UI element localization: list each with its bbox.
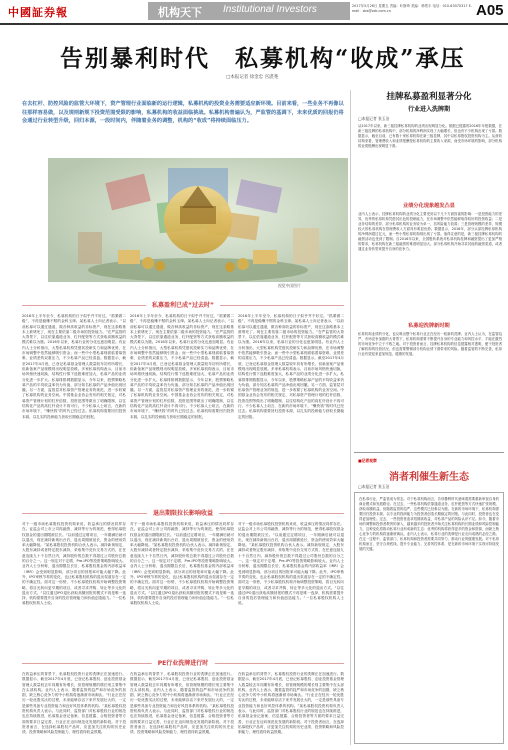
section3-col2: 在收益承压的背景下，私募股权投资行业的洗牌正在加速进行。数据显示，截至2017年4月底，已登记私募股权、创业投资基金管理人数量较去年同期有所增长，但管理规模的增长则主要集中在头部机构。业内人士表示，随着监管的趋严和市场竞争的加剧，缺乏核心竞争力的中小机构将逐渐被市场淘汰。“行业正在经历一轮优胜劣汰的过程，未来能够存活下来并发展壮大的，一定是那些具备专业投资能力和良好风控体系的机构。”某私募股权投资机构负责人表示。与此同时，监管部门对私募股权行业的规范也在持续推进，私募基金登记备案、信息披露、合格投资者等方面的要求日益完善，行业正在迈向规范化发展的新阶段。对于投资者而言，在选择私募股权产品时，应更加关注机构的历史业绩、投资策略和风险控制能力，理性看待收益预期。 bbox=[130, 672, 234, 735]
sidebar-separator bbox=[354, 452, 504, 453]
header-rule bbox=[0, 23, 508, 25]
sidebar-byline-2: □本报记者 张玉洁 bbox=[358, 484, 390, 489]
section2-col1: 对于一级市场私募股权投资机构来说，收益承压的情况同样存在。证监会对上市公司再融资、减持等行为的规范，使得私募股权基金的退出期限被拉长。“以前通过定增项目，一年期满后就可以退出，现在减持新规出台后，退出周期被延长，资金的使用效率大幅降低。”某私募股权投资机构合伙人表示。减持新规规定，大股东减持或者特定股东减持，采取集中竞价交易方式的，在任意连续九十个自然日内，减持股份的总数不得超过公司股份总数的百分之一。这一规定对于定增、Pre-IPO等投资策略影响较大。业内人士分析称，退出期限拉长后，私募股权基金的内部收益率（IRR）会受到明显影响，部分项目的回报率可能大幅下降。此外，IPO审核节奏的变化，也让私募股权机构的退出渠道存在一定的不确定性。面对这一形势，不少私募股权机构开始调整投资策略，将目光转向更早期的项目，或者寻求并购、转让等多元化的退出方式。“以往通过IPO退出获取高额回报的模式不再是唯一选择，机构需要提升自身的投后管理能力和价值创造能力。”一位私募股权机构人士说。 bbox=[22, 522, 126, 606]
section-name-en: Institutional Investors bbox=[223, 4, 317, 15]
section1-col2: 2016年上半年至今，私募机构的日子似乎并不好过。“抓紧做二级”，不再是稳赚不赔的金科玉律。某私募人士向记者表示，“以前私募可以通过通道，做各种高收益的非标资产，现在这条路基本上被堵死了，现在主要依靠二级市场的投资能力。”在严监管的大背景下，以往依靠通道业务、杠杆配资等方式获取高额收益的模式难以为继。2016年以来，私募行业的分化也愈加明显。有业内人士分析指出，大型私募机构凭借其投研实力和品牌优势，在市场调整中依然能够吸引资金；而一些中小型私募则面临着募资难、业绩差的双重压力，不少私募产品已经清盘。数据显示，截至2017年4月底，已登记私募基金管理人数量较年初有所增长，但新备案产品规模则出现明显放缓。多家私募机构表示，目前市场风格快速切换，结构性行情下选股难度加大，私募产品的业绩分化进一步扩大。私募排排网数据显示，今年以来，股票策略私募产品的平均收益率仍为负值，部分知名私募的产品净值出现回撤。另一方面，监管层对私募资产管理业务的规范，进一步收紧了私募机构的业务空间。中国基金业协会发布的相关规定，对私募资产管理计划的杠杆倍数、投资范围等做出了明确限制，以往结构化产品的高杠杆设计不再可行。不少私募人士坦言，在新的市场环境下，“赚快钱”的时代已经过去。私募机构需要回归投资本源，以扎实的投研能力获取长期稳定的回报。 bbox=[130, 314, 234, 419]
money-harvest-illustration bbox=[48, 158, 348, 282]
section2-title: 退出期限拉长影响收益 bbox=[147, 508, 219, 517]
sidebar-body-4: 在私募行业，严监管成为常态。对于私募机构而言，告别暴利时代意味着需要重新审视自身的商业模式和发展路径。在过去，一些私募机构依靠通道业务、杠杆配资等方式快速扩张规模，获取高额收益。但随着监管的趋严，这些模式已经难以为继。在新的市场环境下，私募机构需要回归投资本源，以专业的投研能力为投资者创造长期稳定的回报。与此同时，投资者也在变得更加理性。过去，一些投资者追求短期高收益，对私募产品的风险认识不足。如今，随着市场的调整和投资者教育的深入，越来越多的投资者开始关注私募机构的长期业绩和风险控制能力。这种变化将推动私募行业形成新的生态：优秀的机构将获得更多的资金和资源，而缺乏核心竞争力的机构将逐渐被淘汰。业内人士表示，私募行业的洗牌是行业走向成熟的必经之路。在这一过程中，监管部门、私募机构和投资者需要共同努力，推动行业的健康发展。对于私募机构而言，坚守合规底线、提升专业能力、完善风控体系，是在新的市场环境下实现可持续发展的关键。 bbox=[359, 497, 499, 551]
section2-heading bbox=[22, 508, 344, 520]
byline: □本报记者 徐金忠 宫湛荛 bbox=[226, 75, 279, 80]
sidebar-body-3: 私募机构业绩的分化，也反映出整个私募行业正在经历一轮新的洗牌。业内人士认为，在监管趋严、市场竞争加剧的大背景下，私募机构需要不断提升自身的专业能力和风控水平，才能在激烈的市场竞争中立于不败之地。对于投资者而言，挂牌私募机构的信息披露相对透明，便于投资者了解机构的经营状况，但也需要警惕部分机构业绩下滑带来的风险。随着监管的不断完善，私募行业有望迎来更加规范、健康的发展。 bbox=[358, 332, 502, 356]
commentary-box bbox=[354, 492, 504, 744]
section-banner bbox=[148, 2, 350, 20]
section1-col3: 2016年上半年至今，私募机构的日子似乎并不好过。“抓紧做二级”，不再是稳赚不赔的金科玉律。某私募人士向记者表示，“以前私募可以通过通道，做各种高收益的非标资产，现在这条路基本上被堵死了，现在主要依靠二级市场的投资能力。”在严监管的大背景下，以往依靠通道业务、杠杆配资等方式获取高额收益的模式难以为继。2016年以来，私募行业的分化也愈加明显。有业内人士分析指出，大型私募机构凭借其投研实力和品牌优势，在市场调整中依然能够吸引资金；而一些中小型私募则面临着募资难、业绩差的双重压力，不少私募产品已经清盘。数据显示，截至2017年4月底，已登记私募基金管理人数量较年初有所增长，但新备案产品规模则出现明显放缓。多家私募机构表示，目前市场风格快速切换，结构性行情下选股难度加大，私募产品的业绩分化进一步扩大。私募排排网数据显示，今年以来，股票策略私募产品的平均收益率仍为负值，部分知名私募的产品净值出现回撤。另一方面，监管层对私募资产管理业务的规范，进一步收紧了私募机构的业务空间。中国基金业协会发布的相关规定，对私募资产管理计划的杠杆倍数、投资范围等做出了明确限制，以往结构化产品的高杠杆设计不再可行。不少私募人士坦言，在新的市场环境下，“赚快钱”的时代已经过去。私募机构需要回归投资本源，以扎实的投研能力获取长期稳定的回报。 bbox=[238, 314, 344, 419]
masthead bbox=[0, 0, 508, 24]
section3-title: PE行业洗牌进行时 bbox=[152, 658, 215, 667]
lead-paragraph: 在去杠杆、防控风险的监管大环境下，资产管理行业面临新的运行逻辑，私募机构的投资业务需要适应新环境。目前来看，一些业务不再像以往那样容易做，以及规则新规下投资范围受限的影响，私募机构的收益面临挑战。私募机构普遍认为，严监管的基调下，未来优质的回报仍将会通过行业转型升级，回归本源，一段时间内，伴随着业务的调整，机构的“收成”将持续面临压力。 bbox=[22, 101, 344, 125]
photo-credit: 视觉中国图片 bbox=[278, 283, 301, 288]
sidebar-body-2: 业内人士表示，挂牌私募机构的业绩分化主要受到以下几个方面因素的影响：一是投资能力的差异，优秀的私募机构凭借其出色的投研能力，在市场调整中依然能够取得较好的投资收益；二是业务结构的差异，部分私募机构的业务较为单一，抗风险能力较弱；三是管理规模的差异，规模较大的私募机构在管理费收入方面具有明显优势。数据显示，2016年，部分头部挂牌私募机构的净利润超过亿元，而一些小型私募机构则出现了亏损。值得注意的是，新三板挂牌私募机构的融资活动也受到了限制。自2016年以来，全国股转系统对私募机构挂牌和融资提出了更加严格的要求，私募机构在新三板融资的难度明显加大。部分私募机构开始寻求其他的融资渠道，或者通过业务转型来提升自身的竞争力。 bbox=[358, 212, 502, 251]
sidebar-title: 挂牌私募盈利显著分化 bbox=[386, 92, 472, 102]
section3-heading bbox=[22, 658, 344, 670]
headline: 告别暴利时代 私募机构“收成”承压 bbox=[60, 45, 466, 72]
column-tag-label: ■记者观察 bbox=[358, 458, 377, 463]
sidebar-body-1: 从2017年以来，新三板挂牌私募机构的业绩出现明显分化。根据已披露的2016年年报数据，在新三板挂牌的私募机构中，部分机构的净利润实现了大幅增长，但也有不少机构出现了亏损。数据显示，截至目前，已有数十家私募机构在新三板挂牌，其中以私募股权投资机构为主。从营收结构来看，管理费收入和业绩报酬是私募机构的主要收入来源，而受市场环境的影响，部分机构的业绩报酬出现明显下滑。 bbox=[358, 124, 502, 148]
page-number: A05 bbox=[476, 2, 504, 19]
illustration-photo bbox=[48, 158, 348, 282]
sidebar-byline: □本报记者 张玉洁 bbox=[358, 116, 390, 121]
section1-heading bbox=[22, 300, 344, 312]
section1-title: 私募盈利已成“过去时” bbox=[146, 300, 220, 309]
section-name-cn: 机构天下 bbox=[158, 6, 202, 19]
section2-col2: 对于一级市场私募股权投资机构来说，收益承压的情况同样存在。证监会对上市公司再融资、减持等行为的规范，使得私募股权基金的退出期限被拉长。“以前通过定增项目，一年期满后就可以退出，现在减持新规出台后，退出周期被延长，资金的使用效率大幅降低。”某私募股权投资机构合伙人表示。减持新规规定，大股东减持或者特定股东减持，采取集中竞价交易方式的，在任意连续九十个自然日内，减持股份的总数不得超过公司股份总数的百分之一。这一规定对于定增、Pre-IPO等投资策略影响较大。业内人士分析称，退出期限拉长后，私募股权基金的内部收益率（IRR）会受到明显影响，部分项目的回报率可能大幅下降。此外，IPO审核节奏的变化，也让私募股权机构的退出渠道存在一定的不确定性。面对这一形势，不少私募股权机构开始调整投资策略，将目光转向更早期的项目，或者寻求并购、转让等多元化的退出方式。“以往通过IPO退出获取高额回报的模式不再是唯一选择，机构需要提升自身的投后管理能力和价值创造能力。”一位私募股权机构人士说。 bbox=[130, 522, 234, 606]
section3-col1: 在收益承压的背景下，私募股权投资行业的洗牌正在加速进行。数据显示，截至2017年4月底，已登记私募股权、创业投资基金管理人数量较去年同期有所增长，但管理规模的增长则主要集中在头部机构。业内人士表示，随着监管的趋严和市场竞争的加剧，缺乏核心竞争力的中小机构将逐渐被市场淘汰。“行业正在经历一轮优胜劣汰的过程，未来能够存活下来并发展壮大的，一定是那些具备专业投资能力和良好风控体系的机构。”某私募股权投资机构负责人表示。与此同时，监管部门对私募股权行业的规范也在持续推进，私募基金登记备案、信息披露、合格投资者等方面的要求日益完善，行业正在迈向规范化发展的新阶段。对于投资者而言，在选择私募股权产品时，应更加关注机构的历史业绩、投资策略和风险控制能力，理性看待收益预期。 bbox=[22, 672, 126, 735]
sidebar-title-2: 消者利催生新生态 bbox=[389, 472, 469, 483]
column-tag bbox=[358, 458, 377, 464]
sidebar bbox=[354, 90, 504, 745]
issue-meta: 2017年5月26日 星期五 责编：叶斯琦 美编：韩景丰 电话：010-63070317 E-mail：zbs@zzb.com.cn bbox=[352, 4, 473, 13]
section3-col3: 在收益承压的背景下，私募股权投资行业的洗牌正在加速进行。数据显示，截至2017年4月底，已登记私募股权、创业投资基金管理人数量较去年同期有所增长，但管理规模的增长则主要集中在头部机构。业内人士表示，随着监管的趋严和市场竞争的加剧，缺乏核心竞争力的中小机构将逐渐被市场淘汰。“行业正在经历一轮优胜劣汰的过程，未来能够存活下来并发展壮大的，一定是那些具备专业投资能力和良好风控体系的机构。”某私募股权投资机构负责人表示。与此同时，监管部门对私募股权行业的规范也在持续推进，私募基金登记备案、信息披露、合格投资者等方面的要求日益完善，行业正在迈向规范化发展的新阶段。对于投资者而言，在选择私募股权产品时，应更加关注机构的历史业绩、投资策略和风险控制能力，理性看待收益预期。 bbox=[238, 672, 344, 735]
newspaper-logo: 中國証券報 bbox=[8, 6, 68, 19]
sidebar-heading-1: 业绩分化现象越发凸显 bbox=[403, 203, 455, 209]
sidebar-heading-2: 私募迎洗牌新时期 bbox=[408, 323, 450, 329]
sidebar-subtitle: 行业进入洗牌期 bbox=[407, 106, 450, 113]
section2-col3: 对于一级市场私募股权投资机构来说，收益承压的情况同样存在。证监会对上市公司再融资、减持等行为的规范，使得私募股权基金的退出期限被拉长。“以前通过定增项目，一年期满后就可以退出，现在减持新规出台后，退出周期被延长，资金的使用效率大幅降低。”某私募股权投资机构合伙人表示。减持新规规定，大股东减持或者特定股东减持，采取集中竞价交易方式的，在任意连续九十个自然日内，减持股份的总数不得超过公司股份总数的百分之一。这一规定对于定增、Pre-IPO等投资策略影响较大。业内人士分析称，退出期限拉长后，私募股权基金的内部收益率（IRR）会受到明显影响，部分项目的回报率可能大幅下降。此外，IPO审核节奏的变化，也让私募股权机构的退出渠道存在一定的不确定性。面对这一形势，不少私募股权机构开始调整投资策略，将目光转向更早期的项目，或者寻求并购、转让等多元化的退出方式。“以往通过IPO退出获取高额回报的模式不再是唯一选择，机构需要提升自身的投后管理能力和价值创造能力。”一位私募股权机构人士说。 bbox=[238, 522, 344, 606]
section1-col1: 2016年上半年至今，私募机构的日子似乎并不好过。“抓紧做二级”，不再是稳赚不赔的金科玉律。某私募人士向记者表示，“以前私募可以通过通道，做各种高收益的非标资产，现在这条路基本上被堵死了，现在主要依靠二级市场的投资能力。”在严监管的大背景下，以往依靠通道业务、杠杆配资等方式获取高额收益的模式难以为继。2016年以来，私募行业的分化也愈加明显。有业内人士分析指出，大型私募机构凭借其投研实力和品牌优势，在市场调整中依然能够吸引资金；而一些中小型私募则面临着募资难、业绩差的双重压力，不少私募产品已经清盘。数据显示，截至2017年4月底，已登记私募基金管理人数量较年初有所增长，但新备案产品规模则出现明显放缓。多家私募机构表示，目前市场风格快速切换，结构性行情下选股难度加大，私募产品的业绩分化进一步扩大。私募排排网数据显示，今年以来，股票策略私募产品的平均收益率仍为负值，部分知名私募的产品净值出现回撤。另一方面，监管层对私募资产管理业务的规范，进一步收紧了私募机构的业务空间。中国基金业协会发布的相关规定，对私募资产管理计划的杠杆倍数、投资范围等做出了明确限制，以往结构化产品的高杠杆设计不再可行。不少私募人士坦言，在新的市场环境下，“赚快钱”的时代已经过去。私募机构需要回归投资本源，以扎实的投研能力获取长期稳定的回报。 bbox=[22, 314, 126, 419]
sidebar-divider bbox=[350, 90, 351, 745]
